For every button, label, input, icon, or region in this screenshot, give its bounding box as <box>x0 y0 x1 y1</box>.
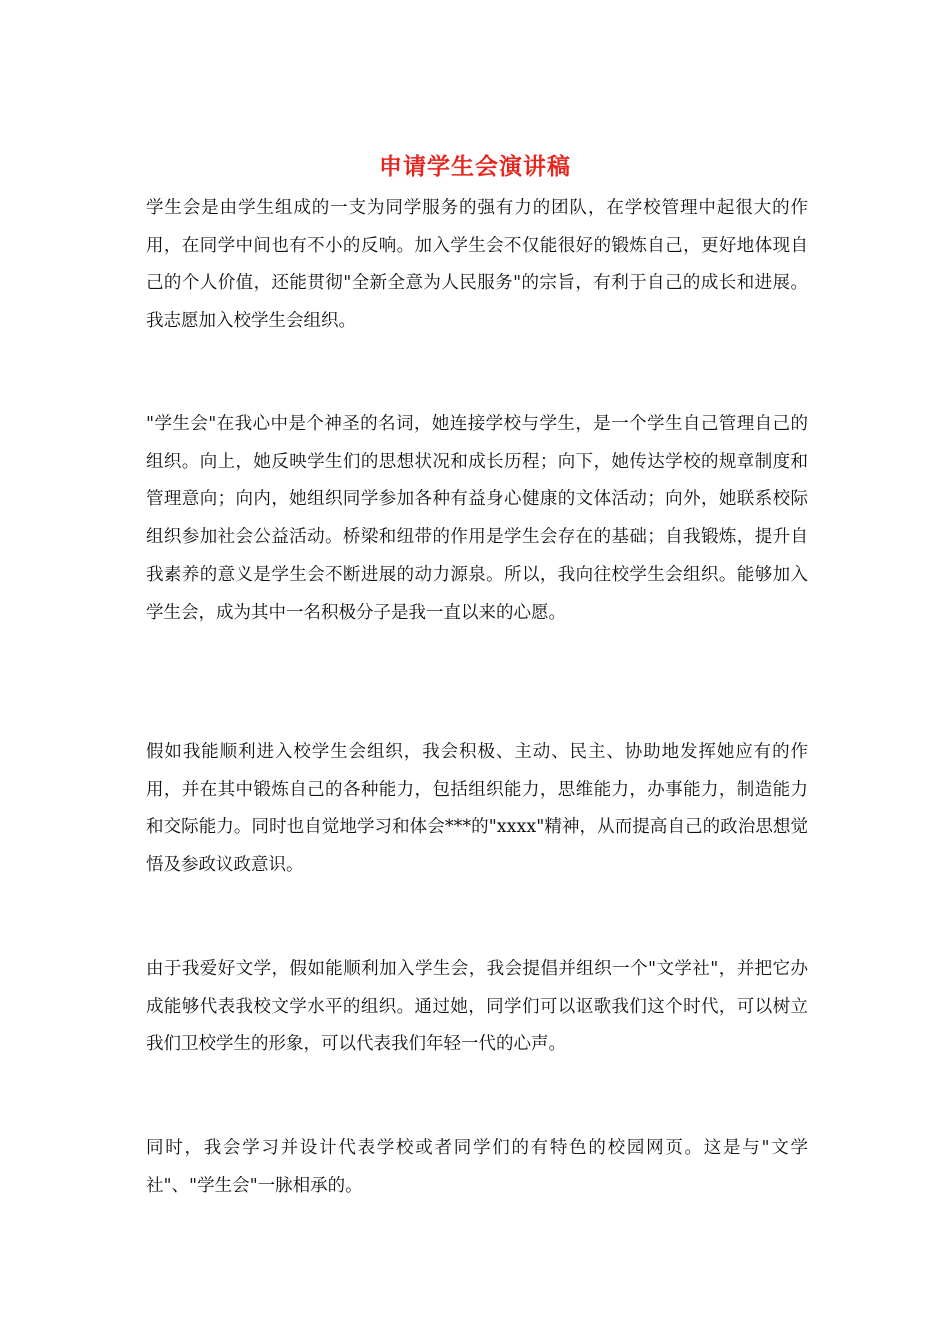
paragraph-1: 学生会是由学生组成的一支为同学服务的强有力的团队，在学校管理中起很大的作用，在同学中间也有不小的反响。加入学生会不仅能很好的锻炼自己，更好地体现自己的个人价值，还能贯彻"全新全意为人民服务"的宗旨，有利于自己的成长和进展。 我志愿加入校学生会组织。 <box>146 198 808 332</box>
document-title: 申请学生会演讲稿 <box>379 153 571 180</box>
paragraph-4: 由于我爱好文学，假如能顺利加入学生会，我会提倡并组织一个"文学社"，并把它办成能够代表我校文学水平的组织。通过她，同学们可以讴歌我们这个时代，可以树立我们卫校学生的形象，可以代表我们年轻一代的心声。 <box>146 959 808 1055</box>
paragraph-3: 假如我能顺利进入校学生会组织，我会积极、主动、民主、协助地发挥她应有的作用，并在其中锻炼自己的各种能力，包括组织能力，思维能力，办事能力，制造能力和交际能力。同时也自觉地学习和体会***的"xxxx"精神，从而提高自己的政治思想觉悟及参政议政意识。 <box>146 742 808 876</box>
paragraph-5: 同时，我会学习并设计代表学校或者同学们的有特色的校园网页。这是与"文学社"、"学生会"一脉相承的。 <box>146 1138 808 1196</box>
paragraph-2: "学生会"在我心中是个神圣的名词，她连接学校与学生，是一个学生自己管理自己的组织。向上，她反映学生们的思想状况和成长历程；向下，她传达学校的规章制度和管理意向；向内，她组织同学参加各种有益身心健康的文体活动；向外，她联系校际组织参加社会公益活动。桥梁和纽带的作用是学生会存在的基础；自我锻炼，提升自我素养的意义是学生会不断进展的动力源泉。所以，我向往校学生会组织。能够加入学生会，成为其中一名积极分子是我一直以来的心愿。 <box>146 414 808 623</box>
